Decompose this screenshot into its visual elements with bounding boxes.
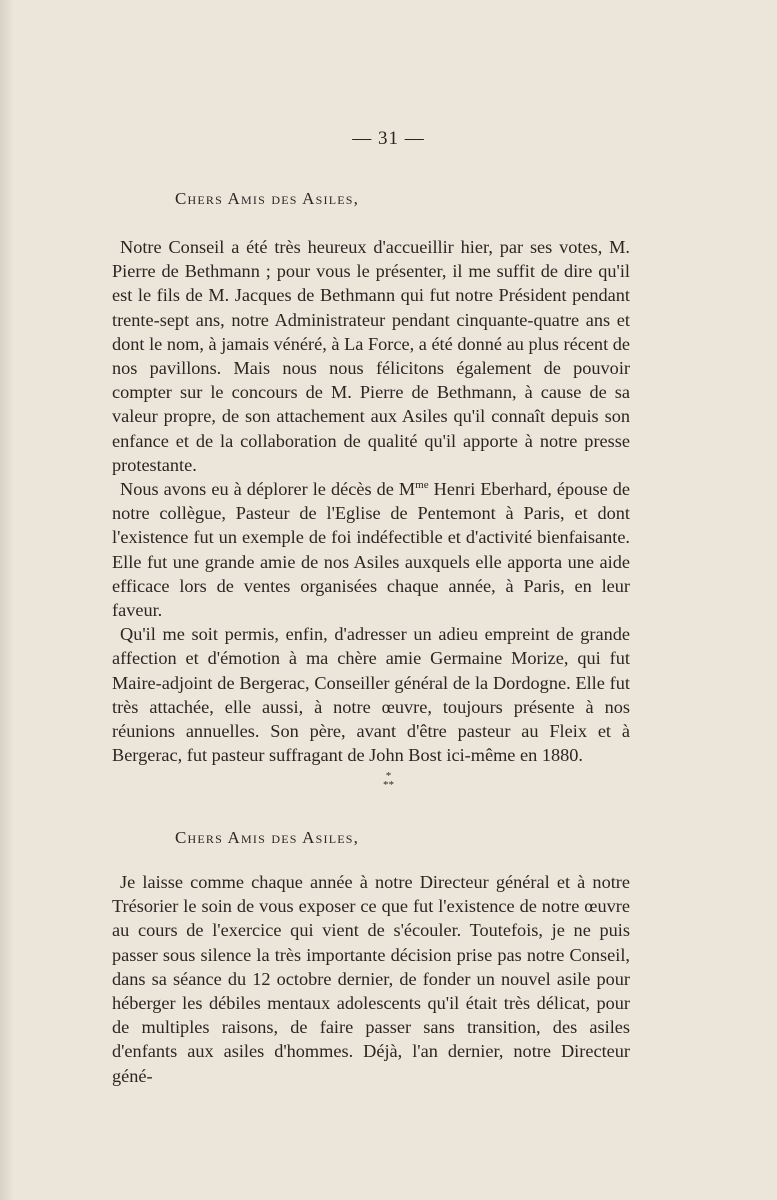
- salutation-1: Chers Amis des Asiles,: [175, 189, 360, 208]
- page-number: — 31 —: [352, 128, 425, 149]
- separator-stars: **: [383, 779, 394, 791]
- letter-1-body: [112, 235, 630, 767]
- paragraph: Je laisse comme chaque année à notre Directeur général et à notre Trésorier le soin de vous exposer ce que fut l'existence de notre œuvre au cours de l'exercice qui vient de s'écouler. Toutefois, je ne puis passer sous silence la très importante décision prise pas notre Conseil, dans sa séance du 12 octobre dernier, de fonder un nouvel asile pour héberger les débiles mentaux adolescents qu'il était très délicat, pour de multiples raisons, de faire passer sans transition, des asiles d'enfants aux asiles d'hommes. Déjà, l'an dernier, notre Directeur géné-: [112, 872, 630, 1086]
- salutation-2: Chers Amis des Asiles,: [175, 828, 360, 847]
- paragraph-start: Nous avons eu à déplorer le décès de M: [120, 479, 416, 500]
- section-separator: [0, 772, 777, 790]
- superscript: me: [415, 478, 429, 491]
- separator-star: *: [385, 770, 392, 782]
- paragraph-rest: Henri Eberhard, épouse de notre collègue, Pasteur de l'Eglise de Pentemont à Paris, et dont l'existence fut un exemple de foi indéfectible et d'activité bienfaisante. Elle fut une grande amie de nos Asiles auxquels elle apporta une aide efficace lors de ventes organisées chaque année, à Paris, en leur faveur.: [112, 479, 630, 621]
- letter-2-body: [112, 870, 630, 1088]
- paragraph: Notre Conseil a été très heureux d'accueillir hier, par ses votes, M. Pierre de Bethmann ; pour vous le présenter, il me suffit de dire qu'il est le fils de M. Jacques de Bethmann qui fut notre Président pendant trente-sept ans, notre Administrateur pendant cinquante-quatre ans et dont le nom, à jamais vénéré, à La Force, a été donné au plus récent de nos pavillons. Mais nous nous félicitons également de pouvoir compter sur le concours de M. Pierre de Bethmann, à cause de sa valeur propre, de son attachement aux Asiles qu'il connaît depuis son enfance et de la collaboration de qualité qu'il apporte à notre presse protestante.: [112, 237, 630, 475]
- paragraph: [112, 477, 630, 622]
- page-fold-shadow: [0, 0, 14, 1200]
- paragraph: Qu'il me soit permis, enfin, d'adresser un adieu empreint de grande affection et d'émotion à ma chère amie Germaine Morize, qui fut Maire-adjoint de Bergerac, Conseiller général de la Dordogne. Elle fut très attachée, elle aussi, à notre œuvre, toujours présente à nos réunions annuelles. Son père, avant d'être pasteur au Fleix et à Bergerac, fut pasteur suffragant de John Bost ici-même en 1880.: [112, 624, 630, 766]
